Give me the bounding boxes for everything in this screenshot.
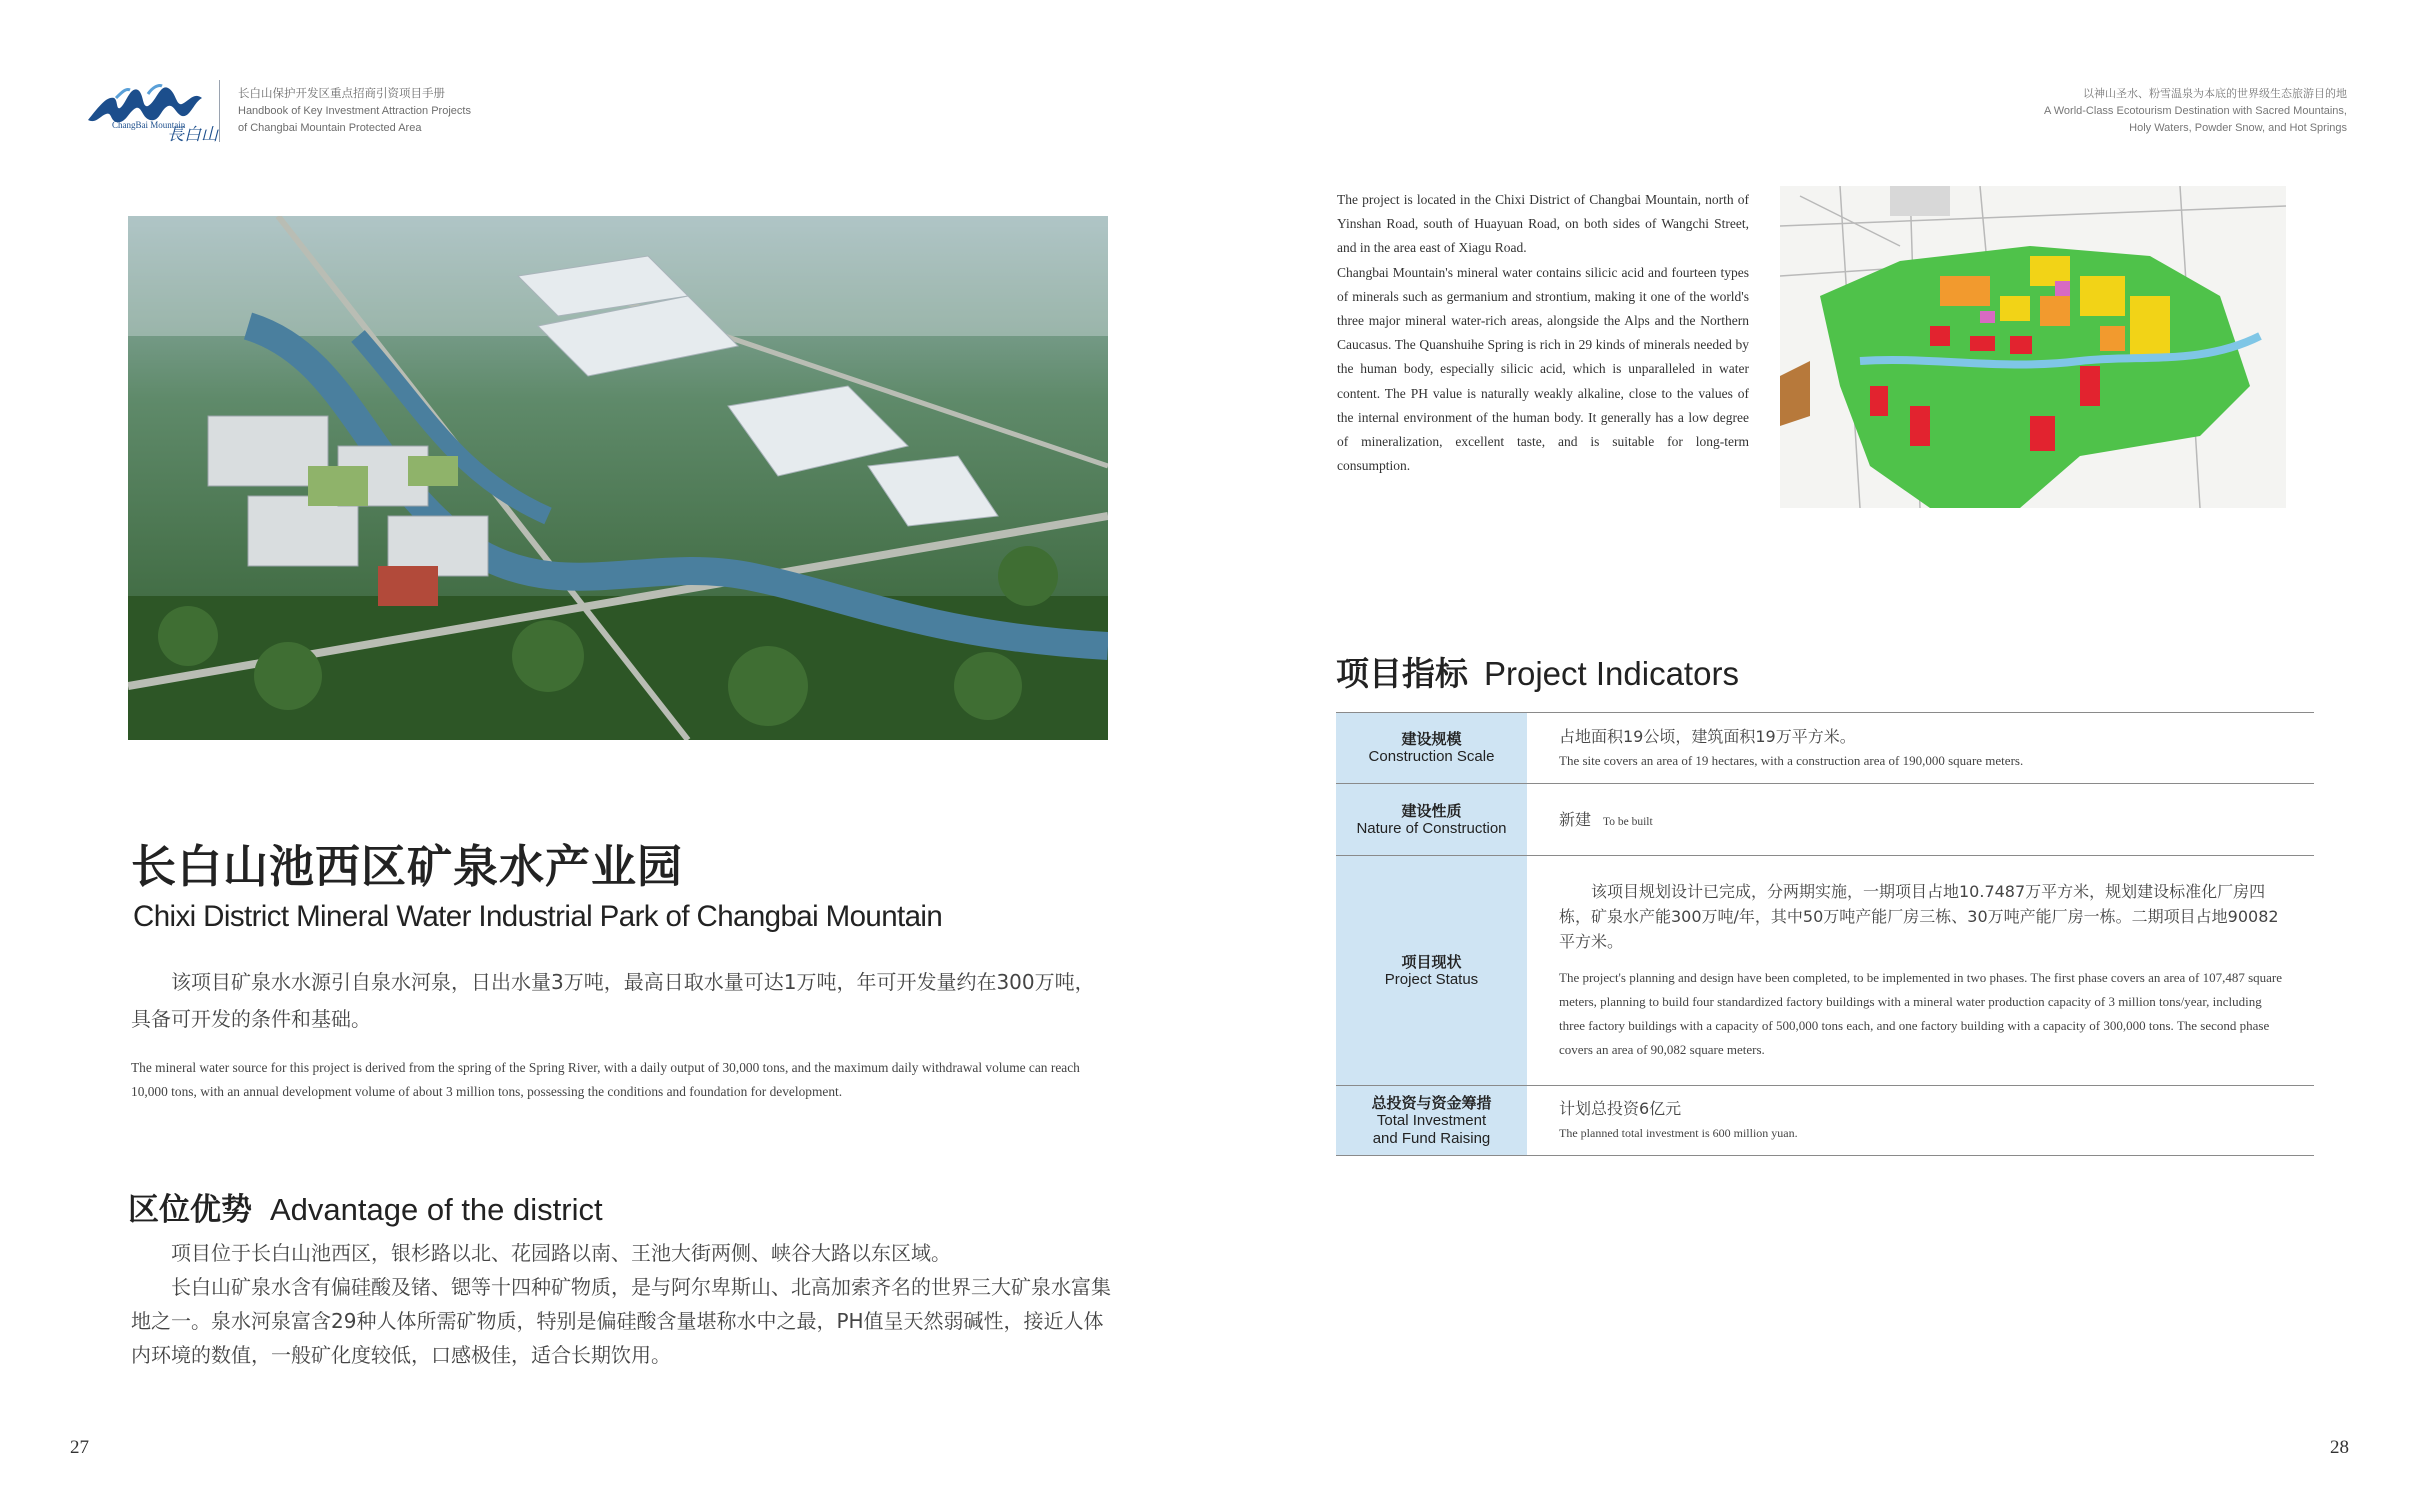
row-value (1527, 784, 2314, 856)
row-label-cn: 项目现状 (1401, 952, 1462, 971)
row-value-en: To be built (1603, 816, 1653, 828)
minerals-text-en: Changbai Mountain's mineral water contains silicic acid and fourteen types of minerals such as germanium and strontium, making it one of the world's three major mineral water-rich areas, alongside the Alps and the Northern Caucasus. The Quanshuihe Spring is rich in 29 kinds of minerals needed by the human body, especially silicic acid, which is unparalleled in water content. The PH value is naturally weakly alkaline, close to the values of the internal environment of the human body. It generally has a low degree of mineralization, excellent taste, and is suitable for long-term consumption. (1337, 264, 1749, 474)
row-label-en: Construction Scale (1368, 748, 1495, 765)
handbook-title-cn: 长白山保护开发区重点招商引资项目手册 (238, 88, 445, 100)
row-value-cn: 新建 (1559, 810, 1592, 829)
row-value-cn: 该项目规划设计已完成，分两期实施，一期项目占地10.7487万平方米，规划建设标准化厂房四栋，矿泉水产能300万吨/年，其中50万吨产能厂房三栋、30万吨产能厂房一栋。二期项目占地90082平方米。 (1559, 882, 2279, 951)
advantage-heading-en: Advantage of the district (270, 1192, 603, 1227)
indicators-heading-cn: 项目指标 (1336, 654, 1468, 693)
advantage-heading (128, 1184, 603, 1229)
aerial-rendering-image (128, 216, 1108, 740)
advantage-body (131, 1236, 1111, 1372)
row-value (1527, 856, 2314, 1086)
site-planning-map (1780, 186, 2286, 508)
slogan-en-1: A World-Class Ecotourism Destination with Sacred Mountains, (2043, 105, 2347, 117)
row-value (1527, 713, 2314, 784)
handbook-title-en-2: of Changbai Mountain Protected Area (238, 122, 422, 134)
slogan-en-2: Holy Waters, Powder Snow, and Hot Springs (2129, 122, 2347, 134)
row-label-en: Nature of Construction (1356, 819, 1507, 837)
logo-text: ChangBai Mountain (112, 120, 186, 130)
project-title-en: Chixi District Mineral Water Industrial Park of Changbai Mountain (133, 900, 943, 933)
table-row (1336, 784, 2314, 856)
indicators-table (1336, 712, 2314, 1156)
row-value-cn: 计划总投资6亿元 (1559, 1099, 1682, 1118)
row-value (1527, 1086, 2314, 1156)
location-text-en: The project is located in the Chixi District of Changbai Mountain, north of Yinshan Road, south of Huayuan Road, on both sides of Wangchi Street, and in the area east of Xiagu Road. (1337, 192, 1749, 256)
row-label-en-2: and Fund Raising (1372, 1129, 1491, 1147)
row-label (1336, 1086, 1527, 1156)
advantage-paragraph-2: 长白山矿泉水含有偏硅酸及锗、锶等十四种矿物质，是与阿尔卑斯山、北高加索齐名的世界三大矿泉水富集地之一。泉水河泉富含29种人体所需矿物质，特别是偏硅酸含量堪称水中之最，PH值呈天然弱碱性，接近人体内环境的数值，一般矿化度较低，口感极佳，适合长期饮用。 (131, 1275, 1111, 1367)
row-label-en: Project Status (1384, 970, 1479, 988)
row-label-cn: 建设规模 (1401, 730, 1462, 748)
table-row (1336, 856, 2314, 1086)
indicators-heading-en: Project Indicators (1484, 655, 1739, 692)
logo-script: 長白山 (167, 125, 218, 145)
page-number-right: 28 (2330, 1437, 2349, 1458)
row-label (1336, 713, 1527, 784)
row-label-en-1: Total Investment (1376, 1111, 1487, 1129)
table-row (1336, 713, 2314, 784)
row-value-cn: 占地面积19公顷，建筑面积19万平方米。 (1559, 726, 1856, 746)
header-divider (219, 80, 220, 142)
location-description (1337, 188, 1749, 478)
page-number-left: 27 (70, 1437, 89, 1458)
row-value-en: The project's planning and design have been completed, to be implemented in two phases. The first phase covers an area of 107,487 square meters, planning to build four standardized factory buildings with a mineral water production capacity of 3 million tons/year, including three factory buildings with a capacity of 500,000 tons each, and one factory building with a capacity of 300,000 tons. The second phase covers an area of 90,082 square meters. (1559, 970, 2283, 1057)
table-row (1336, 1086, 2314, 1156)
row-value-en: The planned total investment is 600 million yuan. (1559, 1126, 1798, 1140)
advantage-paragraph-1: 项目位于长白山池西区，银杉路以北、花园路以南、王池大街两侧、峡谷大路以东区域。 (171, 1241, 951, 1265)
intro-paragraph-en: The mineral water source for this project is derived from the spring of the Spring River, with a daily output of 30,000 tons, and the maximum daily withdrawal volume can reach 10,000 tons, with an annual development volume of about 3 million tons, possessing the conditions and foundation for development. (131, 1060, 1080, 1099)
advantage-heading-cn: 区位优势 (128, 1192, 252, 1228)
row-value-en: The site covers an area of 19 hectares, with a construction area of 190,000 square meters. (1559, 752, 2024, 768)
row-label-cn: 总投资与资金筹措 (1371, 1093, 1492, 1112)
slogan-cn: 以神山圣水、粉雪温泉为本底的世界级生态旅游目的地 (2083, 88, 2347, 100)
handbook-title (238, 86, 471, 137)
row-label-cn: 建设性质 (1401, 801, 1462, 820)
indicators-heading (1336, 648, 1739, 695)
row-label (1336, 784, 1527, 856)
row-label (1336, 856, 1527, 1086)
intro-text-cn: 该项目矿泉水水源引自泉水河泉，日出水量3万吨，最高日取水量可达1万吨，年可开发量约在300万吨，具备可开发的条件和基础。 (131, 970, 1095, 1031)
slogan (2044, 86, 2347, 137)
handbook-title-en-1: Handbook of Key Investment Attraction Projects (238, 105, 471, 117)
intro-paragraph-cn (131, 964, 1111, 1038)
project-title-cn: 长白山池西区矿泉水产业园 (131, 840, 684, 893)
